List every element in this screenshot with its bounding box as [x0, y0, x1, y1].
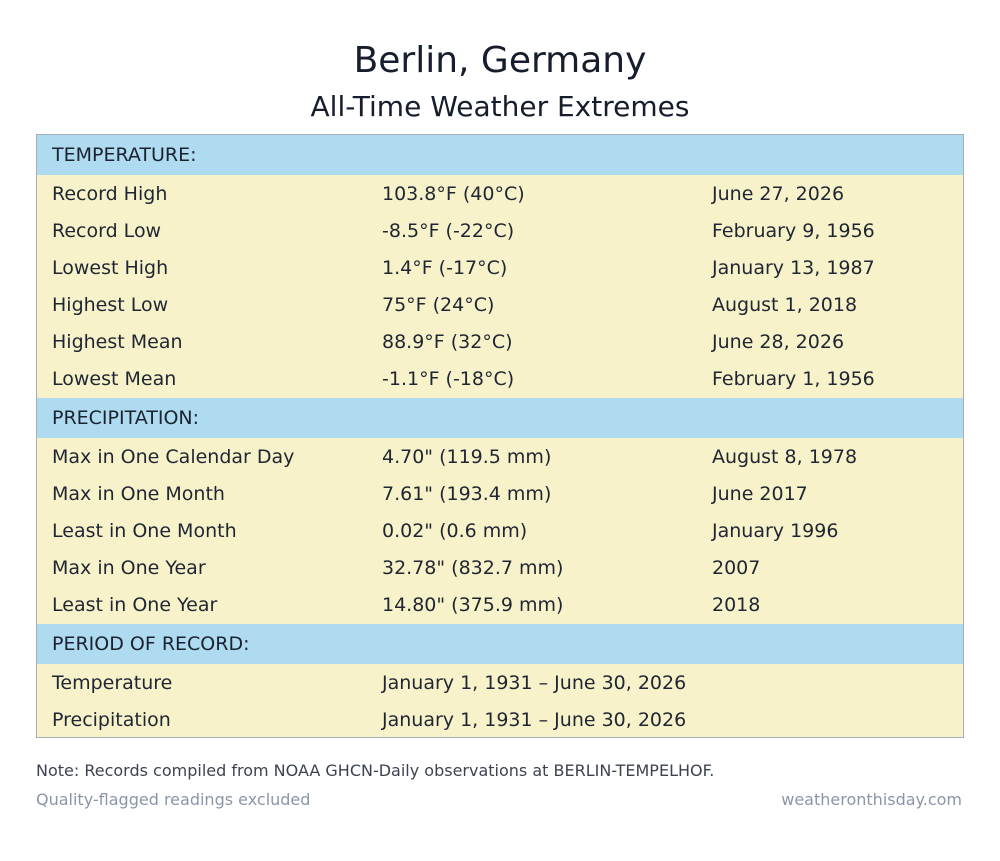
source-note: Note: Records compiled from NOAA GHCN-Daily observations at BERLIN-TEMPELHOF. [36, 761, 715, 780]
row-label: Max in One Month [52, 483, 225, 505]
row-date: 2018 [712, 594, 761, 616]
table-row [37, 550, 963, 587]
table-row [37, 176, 963, 213]
row-value: 88.9°F (32°C) [382, 331, 513, 353]
row-label: Highest Low [52, 294, 169, 316]
row-date: June 27, 2026 [712, 183, 845, 205]
row-label: Least in One Year [52, 594, 218, 616]
row-date: February 9, 1956 [712, 220, 875, 242]
row-value: 14.80" (375.9 mm) [382, 594, 564, 616]
table-row [37, 665, 963, 702]
row-date: January 13, 1987 [712, 257, 875, 279]
row-value: 4.70" (119.5 mm) [382, 446, 552, 468]
table-row [37, 513, 963, 550]
row-label: Highest Mean [52, 331, 183, 353]
row-date: June 2017 [712, 483, 808, 505]
row-label: Precipitation [52, 709, 171, 731]
section-header-precipitation: PRECIPITATION: [37, 398, 963, 438]
section-header-temperature: TEMPERATURE: [37, 135, 963, 175]
page-subtitle: All-Time Weather Extremes [310, 90, 690, 123]
row-date: January 1996 [712, 520, 839, 542]
row-label: Least in One Month [52, 520, 237, 542]
row-value: 75°F (24°C) [382, 294, 495, 316]
row-date: June 28, 2026 [712, 331, 845, 353]
section-header-period-of-record: PERIOD OF RECORD: [37, 624, 963, 664]
row-label: Max in One Calendar Day [52, 446, 295, 468]
table-row [37, 250, 963, 287]
row-value: 1.4°F (-17°C) [382, 257, 508, 279]
row-value: 103.8°F (40°C) [382, 183, 525, 205]
row-label: Lowest Mean [52, 368, 177, 390]
table-row [37, 287, 963, 324]
site-attribution: weatheronthisday.com [781, 790, 962, 809]
row-label: Record Low [52, 220, 162, 242]
table-row [37, 476, 963, 513]
records-table [36, 134, 964, 738]
row-date: 2007 [712, 557, 761, 579]
row-label: Temperature [52, 672, 173, 694]
row-label: Record High [52, 183, 168, 205]
row-value: January 1, 1931 – June 30, 2026 [382, 672, 687, 694]
quality-footnote: Quality-flagged readings excluded [36, 790, 311, 809]
page-title: Berlin, Germany [353, 40, 647, 81]
row-value: 32.78" (832.7 mm) [382, 557, 564, 579]
row-value: -8.5°F (-22°C) [382, 220, 515, 242]
row-date: August 1, 2018 [712, 294, 858, 316]
row-date: February 1, 1956 [712, 368, 875, 390]
row-value: -1.1°F (-18°C) [382, 368, 515, 390]
table-row [37, 587, 963, 624]
table-row [37, 361, 963, 398]
table-row [37, 213, 963, 250]
row-value: 0.02" (0.6 mm) [382, 520, 528, 542]
row-value: 7.61" (193.4 mm) [382, 483, 552, 505]
row-date: August 8, 1978 [712, 446, 858, 468]
row-label: Lowest High [52, 257, 169, 279]
table-row [37, 324, 963, 361]
table-row [37, 439, 963, 476]
row-label: Max in One Year [52, 557, 206, 579]
row-value: January 1, 1931 – June 30, 2026 [382, 709, 687, 731]
table-row [37, 702, 963, 739]
